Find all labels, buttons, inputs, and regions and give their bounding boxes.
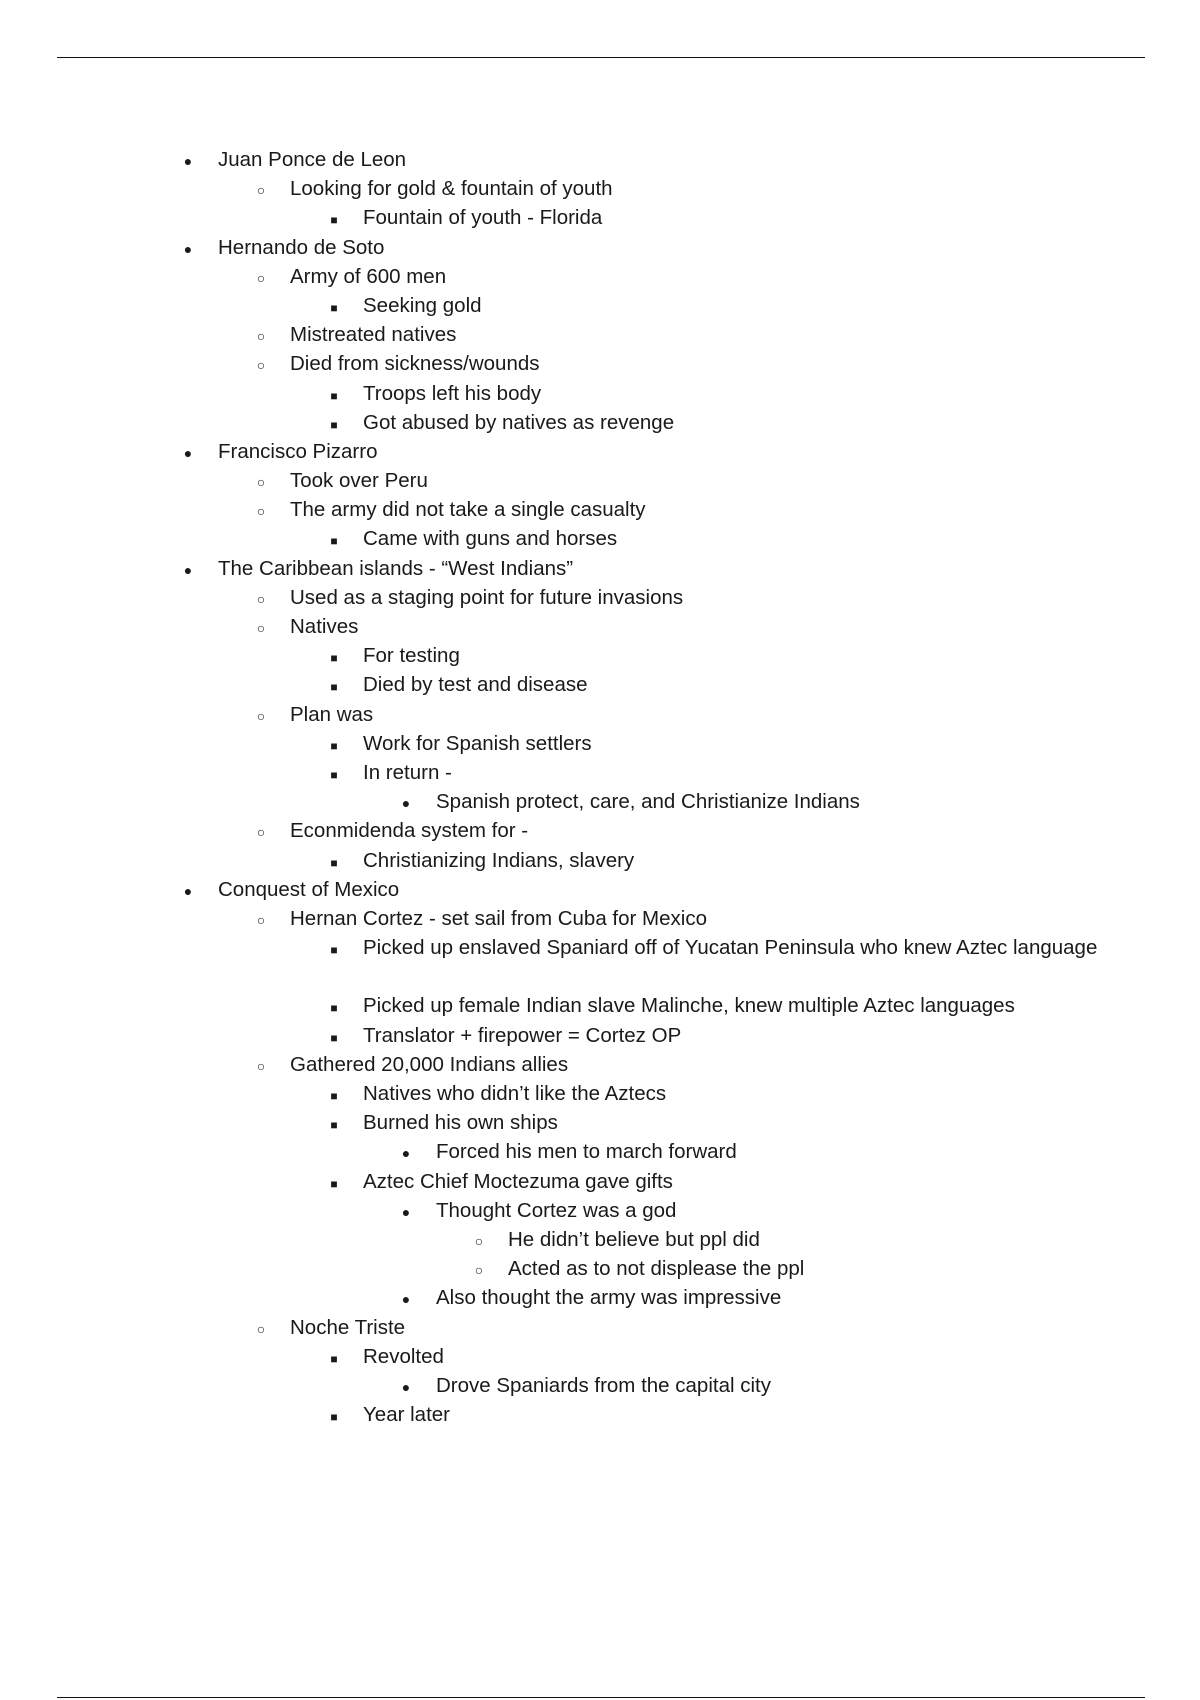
disc-bullet-icon (399, 1371, 413, 1402)
outline-item-text: Acted as to not displease the ppl (508, 1257, 805, 1281)
outline-item-text: Picked up female Indian slave Malinche, knew multiple Aztec languages (363, 994, 1015, 1018)
square-bullet-icon (327, 1400, 341, 1432)
outline-item-text: Forced his men to march forward (436, 1140, 737, 1164)
outline-item (0, 1342, 1200, 1371)
outline-item (0, 612, 1200, 641)
outline-item-text: He didn’t believe but ppl did (508, 1227, 760, 1251)
outline-item (0, 991, 1200, 1020)
square-bullet-icon (327, 991, 341, 1023)
outline-item (0, 1313, 1200, 1342)
outline-item (0, 174, 1200, 203)
circle-bullet-icon (472, 1254, 486, 1285)
outline-item-text: Gathered 20,000 Indians allies (290, 1052, 569, 1076)
square-bullet-icon (327, 524, 341, 556)
circle-bullet-icon (254, 495, 268, 526)
outline-item (0, 1225, 1200, 1254)
circle-bullet-icon (254, 320, 268, 351)
footer-rule (57, 1697, 1145, 1698)
circle-bullet-icon (254, 700, 268, 731)
square-bullet-icon (327, 1342, 341, 1374)
outline-item-text: Seeking gold (363, 293, 482, 317)
outline-item-text: Translator + firepower = Cortez OP (363, 1023, 682, 1047)
outline-item-text: Natives (290, 615, 359, 638)
square-bullet-icon (327, 379, 341, 411)
outline-item (0, 1108, 1200, 1137)
outline-item-text: Army of 600 men (290, 264, 447, 288)
outline-item (0, 524, 1200, 553)
outline-item (0, 262, 1200, 291)
outline-item-text: Picked up enslaved Spaniard off of Yucatan Peninsula who knew Aztec language (363, 936, 1098, 960)
circle-bullet-icon (254, 1313, 268, 1344)
outline-item-text: Spanish protect, care, and Christianize Indians (436, 790, 860, 814)
outline-item-text: Died by test and disease (363, 673, 588, 697)
disc-bullet-icon (399, 1196, 413, 1227)
outline-item (0, 700, 1200, 729)
square-bullet-icon (327, 846, 341, 878)
square-bullet-icon (327, 291, 341, 323)
outline-item (0, 554, 1200, 583)
outline-item-text: Also thought the army was impressive (436, 1286, 782, 1310)
outline-item (0, 758, 1200, 787)
disc-bullet-icon (181, 554, 195, 585)
outline-item-text: Drove Spaniards from the capital city (436, 1373, 771, 1397)
outline-item (0, 904, 1200, 933)
disc-bullet-icon (399, 787, 413, 818)
outline-item (0, 408, 1200, 437)
disc-bullet-icon (181, 875, 195, 906)
outline-item (0, 437, 1200, 466)
square-bullet-icon (327, 670, 341, 702)
square-bullet-icon (327, 641, 341, 673)
circle-bullet-icon (254, 904, 268, 935)
outline-item (0, 583, 1200, 612)
outline-item-text: The army did not take a single casualty (290, 498, 646, 522)
square-bullet-icon (327, 729, 341, 761)
outline-item-text: Came with guns and horses (363, 527, 618, 551)
square-bullet-icon (327, 933, 341, 965)
outline-item (0, 1167, 1200, 1196)
outline-item-text: Conquest of Mexico (218, 877, 400, 901)
square-bullet-icon (327, 1021, 341, 1053)
disc-bullet-icon (399, 1137, 413, 1168)
outline-item (0, 670, 1200, 699)
circle-bullet-icon (254, 349, 268, 380)
outline-item-text: Troops left his body (363, 381, 542, 405)
outline-item (0, 933, 1200, 991)
outline-item-text: Burned his own ships (363, 1111, 558, 1135)
header-rule (57, 57, 1145, 58)
outline-item-text: Hernan Cortez - set sail from Cuba for Mexico (290, 906, 707, 930)
outline-item (0, 320, 1200, 349)
outline-item (0, 1196, 1200, 1225)
outline-item (0, 1079, 1200, 1108)
square-bullet-icon (327, 203, 341, 235)
outline-item (0, 846, 1200, 875)
outline-item-text: Noche Triste (290, 1315, 406, 1339)
circle-bullet-icon (472, 1225, 486, 1256)
outline-item (0, 729, 1200, 758)
outline-item (0, 1137, 1200, 1166)
outline-item-text: Thought Cortez was a god (436, 1198, 677, 1222)
outline-item (0, 291, 1200, 320)
outline-item (0, 1254, 1200, 1283)
outline-item-text: For testing (363, 644, 460, 668)
square-bullet-icon (327, 1108, 341, 1140)
outline-item-text: Aztec Chief Moctezuma gave gifts (363, 1169, 673, 1193)
disc-bullet-icon (181, 233, 195, 264)
outline-item-text: Econmidenda system for - (290, 819, 529, 843)
outline-item (0, 875, 1200, 904)
square-bullet-icon (327, 1167, 341, 1199)
outline-item (0, 145, 1200, 174)
outline-item (0, 233, 1200, 262)
outline-item (0, 466, 1200, 495)
circle-bullet-icon (254, 262, 268, 293)
outline-item (0, 1283, 1200, 1312)
outline-item (0, 1371, 1200, 1400)
outline-item (0, 349, 1200, 378)
outline-item-text: Looking for gold & fountain of youth (290, 177, 613, 201)
outline-item-text: Fountain of youth - Florida (363, 206, 603, 230)
outline-item-text: Natives who didn’t like the Aztecs (363, 1082, 667, 1106)
outline-item-text: Francisco Pizarro (218, 439, 378, 463)
outline-item (0, 495, 1200, 524)
outline-item-text: Plan was (290, 702, 374, 726)
outline-item-text: Year later (363, 1403, 450, 1427)
disc-bullet-icon (181, 437, 195, 468)
outline-item-text: Juan Ponce de Leon (218, 148, 407, 171)
outline-notes (0, 145, 1200, 1429)
circle-bullet-icon (254, 583, 268, 614)
circle-bullet-icon (254, 174, 268, 205)
outline-item-text: Died from sickness/wounds (290, 352, 540, 376)
outline-item-text: Used as a staging point for future invasions (290, 585, 684, 609)
outline-item-text: Mistreated natives (290, 323, 457, 347)
outline-item-text: Hernando de Soto (218, 235, 385, 259)
circle-bullet-icon (254, 1050, 268, 1081)
circle-bullet-icon (254, 466, 268, 497)
outline-item-text: The Caribbean islands - “West Indians” (218, 556, 574, 580)
outline-item-text: Took over Peru (290, 469, 428, 493)
outline-item (0, 787, 1200, 816)
circle-bullet-icon (254, 816, 268, 847)
outline-item-text: Got abused by natives as revenge (363, 410, 675, 434)
circle-bullet-icon (254, 612, 268, 643)
disc-bullet-icon (399, 1283, 413, 1314)
disc-bullet-icon (181, 145, 195, 176)
outline-item (0, 816, 1200, 845)
outline-item (0, 1021, 1200, 1050)
outline-item (0, 1050, 1200, 1079)
outline-item (0, 379, 1200, 408)
square-bullet-icon (327, 408, 341, 440)
outline-item (0, 641, 1200, 670)
square-bullet-icon (327, 1079, 341, 1111)
outline-item-text: Christianizing Indians, slavery (363, 848, 635, 872)
outline-item-text: Work for Spanish settlers (363, 731, 592, 755)
outline-item (0, 1400, 1200, 1429)
square-bullet-icon (327, 758, 341, 790)
outline-item-text: Revolted (363, 1344, 444, 1368)
outline-item (0, 203, 1200, 232)
outline-item-text: In return - (363, 760, 452, 784)
